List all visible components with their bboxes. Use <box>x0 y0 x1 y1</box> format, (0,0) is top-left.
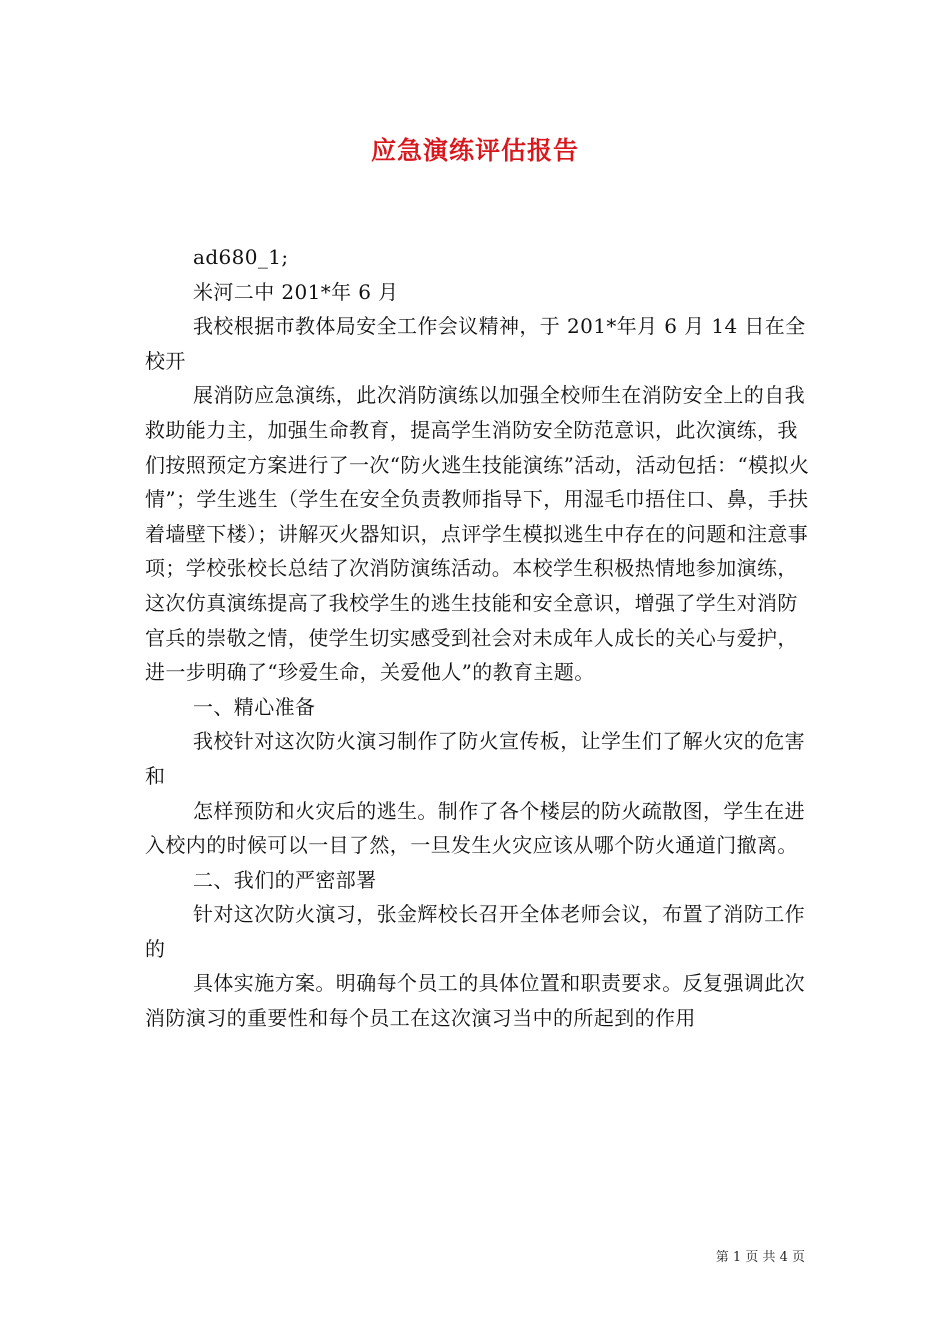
document-body <box>145 240 813 1036</box>
document-title: 应急演练评估报告 <box>370 136 579 165</box>
paragraph: 我校根据市教体局安全工作会议精神，于 201*年月 6 月 14 日在全校开 <box>145 314 806 373</box>
school-date-line: 米河二中 201*年 6 月 <box>193 279 399 304</box>
doc-id-line: ad680_1; <box>193 245 289 269</box>
paragraph: 针对这次防火演习，张金辉校长召开全体老师会议，布置了消防工作的 <box>145 902 805 961</box>
paragraph: 我校针对这次防火演习制作了防火宣传板，让学生们了解火灾的危害和 <box>145 729 805 788</box>
page-number: 第 1 页 共 4 页 <box>715 1250 805 1265</box>
paragraph: 展消防应急演练，此次消防演练以加强全校师生在消防安全上的自我救助能力主，加强生命教育，提高学生消防安全防范意识，此次演练，我们按照预定方案进行了一次“防火逃生技能演练”活动，活动包括：“模拟火情”；学生逃生（学生在安全负责教师指导下，用湿毛巾捂住口、鼻，手扶着墙壁下楼）；讲解灭火器知识，点评学生模拟逃生中存在的问题和注意事项；学校张校长总结了次消防演练活动。本校学生积极热情地参加演练，这次仿真演练提高了我校学生的逃生技能和安全意识，增强了学生对消防官兵的崇敬之情，使学生切实感受到社会对未成年人成长的关心与爱护，进一步明确了“珍爱生命，关爱他人”的教育主题。 <box>145 383 810 685</box>
paragraph: 怎样预防和火灾后的逃生。制作了各个楼层的防火疏散图，学生在进入校内的时候可以一目了然，一旦发生火灾应该从哪个防火通道门撤离。 <box>145 798 805 858</box>
section-heading: 一、精心准备 <box>193 694 316 719</box>
section-heading: 二、我们的严密部署 <box>193 867 377 892</box>
paragraph: 具体实施方案。明确每个员工的具体位置和职责要求。反复强调此次消防演习的重要性和每个员工在这次演习当中的所起到的作用 <box>145 971 805 1031</box>
